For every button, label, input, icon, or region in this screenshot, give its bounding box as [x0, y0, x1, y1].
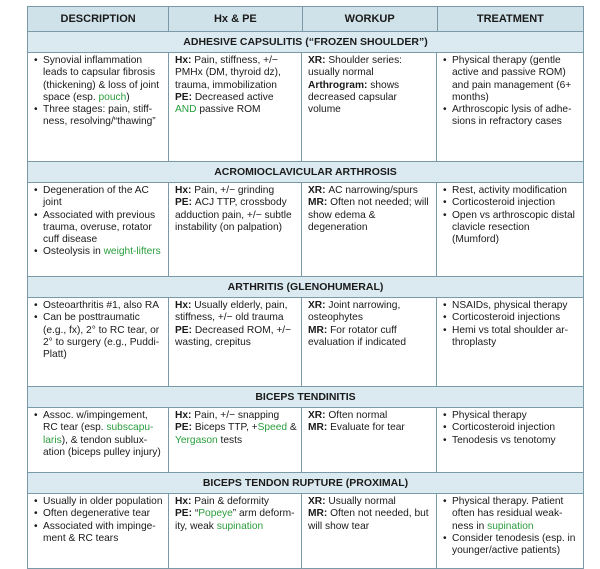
entry-key: Hx:	[175, 185, 195, 196]
entry-text: Decreased active	[194, 91, 274, 103]
entry-text: Biceps TTP, +	[194, 422, 258, 434]
highlight-term: Yergason	[175, 434, 218, 446]
description-item	[43, 300, 164, 312]
treatment-text: Open vs arthroscopic distal clavicle resection (Mumford)	[452, 209, 575, 246]
description-list	[34, 410, 164, 459]
header-workup: WORKUP	[303, 7, 438, 31]
workup-cell	[302, 408, 437, 472]
description-list	[34, 185, 164, 259]
entry-key: XR:	[308, 300, 329, 311]
treatment-text: Consider tenodesis (esp. in younger/active patients)	[452, 532, 576, 557]
section-title: BICEPS TENDON RUPTURE (PROXIMAL)	[28, 473, 583, 494]
description-cell	[28, 298, 169, 386]
entry-text: ” arm deform-ity, weak	[175, 508, 295, 532]
entry-text: Usually elderly, pain, stiffness, +/− old trauma	[175, 300, 288, 324]
workup-entry	[308, 55, 432, 80]
treatment-item	[452, 197, 579, 209]
treatment-item	[452, 104, 579, 129]
entry-key: MR:	[308, 508, 331, 520]
workup-entry	[308, 410, 432, 422]
description-item	[43, 521, 164, 546]
workup-entry	[308, 197, 432, 234]
hx-pe-entry	[175, 496, 297, 508]
description-item	[43, 185, 164, 210]
highlight-term: supination	[487, 520, 534, 532]
hx-pe-cell	[169, 408, 302, 472]
description-text: ), & tendon sublux-ation (biceps pulley injury)	[43, 434, 161, 458]
entry-text: Joint narrowing, osteophytes	[308, 300, 401, 324]
treatment-item	[452, 312, 579, 324]
description-item	[43, 496, 164, 508]
entry-text: tests	[217, 434, 243, 446]
entry-key: Hx:	[175, 496, 195, 507]
treatment-text: Physical therapy	[452, 410, 527, 421]
treatment-item	[452, 55, 579, 104]
section-row	[28, 183, 583, 277]
hx-pe-cell	[169, 494, 302, 568]
section-row	[28, 53, 583, 162]
treatment-item	[452, 185, 579, 197]
entry-key: MR:	[308, 197, 331, 209]
entry-text: Decreased ROM, +/− wasting, crepitus	[175, 324, 292, 348]
description-text: )	[126, 91, 130, 103]
description-item	[43, 55, 164, 104]
entry-text: Often not needed, but will show tear	[308, 508, 429, 532]
description-list	[34, 496, 164, 545]
highlight-term: Popeye	[198, 508, 233, 520]
entry-key: PE:	[175, 508, 195, 520]
entry-key: PE:	[175, 91, 195, 103]
treatment-cell	[437, 53, 583, 161]
description-text: Osteoarthritis #1, also RA	[43, 300, 160, 311]
hx-pe-entry	[175, 55, 297, 92]
description-item	[43, 312, 164, 361]
treatment-item	[452, 325, 579, 350]
highlight-term: pouch	[98, 91, 127, 103]
entry-text: Shoulder series: usually normal	[308, 55, 402, 79]
entry-text: AC narrowing/spurs	[328, 185, 418, 196]
description-cell	[28, 494, 169, 568]
treatment-cell	[437, 298, 583, 386]
description-cell	[28, 183, 169, 276]
description-item	[43, 410, 164, 459]
workup-entry	[308, 185, 432, 197]
workup-entry	[308, 325, 432, 350]
hx-pe-cell	[169, 183, 302, 276]
description-text: Osteolysis in	[43, 246, 104, 258]
description-item	[43, 104, 164, 129]
treatment-item	[452, 533, 579, 558]
entry-text: Pain, +/− snapping	[194, 410, 280, 421]
treatment-item	[452, 435, 579, 447]
treatment-text: Hemi vs total shoulder ar-throplasty	[452, 324, 569, 348]
description-item	[43, 508, 164, 520]
workup-cell	[302, 494, 437, 568]
treatment-list	[443, 55, 579, 129]
description-text: Usually in older population	[43, 496, 163, 507]
table-header	[28, 7, 583, 32]
entry-text: “	[194, 508, 199, 520]
entry-key: MR:	[308, 324, 331, 336]
highlight-term: Speed	[257, 422, 288, 434]
entry-key: Hx:	[175, 300, 195, 311]
section-row	[28, 408, 583, 473]
description-item	[43, 210, 164, 247]
highlight-term: weight-lifters	[103, 246, 161, 258]
entry-key: PE:	[175, 197, 195, 209]
treatment-item	[452, 410, 579, 422]
hx-pe-entry	[175, 185, 297, 197]
description-list	[34, 300, 164, 361]
section-title: ACROMIOCLAVICULAR ARTHROSIS	[28, 162, 583, 183]
header-treatment: TREATMENT	[476, 13, 544, 25]
section-title: ADHESIVE CAPSULITIS (“FROZEN SHOULDER”)	[28, 32, 583, 53]
treatment-item	[452, 300, 579, 312]
treatment-text: Corticosteroid injections	[452, 312, 561, 324]
entry-key: XR:	[308, 55, 329, 66]
treatment-text: Tenodesis vs tenotomy	[452, 434, 556, 446]
treatment-item	[452, 210, 579, 247]
treatment-list	[443, 410, 579, 447]
treatment-text: Rest, activity modification	[452, 185, 567, 196]
treatment-cell	[437, 408, 583, 472]
entry-text: Often not needed; will show edema & degeneration	[308, 197, 429, 233]
description-text: Associated with previous trauma, overuse, rotator cuff disease	[43, 209, 156, 246]
highlight-term: subscapu-laris	[43, 422, 154, 446]
workup-cell	[302, 183, 437, 276]
entry-key: Hx:	[175, 410, 195, 421]
highlight-term: supination	[216, 520, 264, 532]
description-text: Degeneration of the AC joint	[43, 185, 149, 209]
description-text: Synovial inflammation leads to capsular fibrosis (thickening) & loss of joint space (esp.	[43, 55, 160, 103]
entry-key: PE:	[175, 324, 195, 336]
workup-cell	[302, 298, 437, 386]
entry-key: Hx:	[175, 55, 195, 66]
entry-key: XR:	[308, 410, 329, 421]
workup-cell	[302, 53, 437, 161]
entry-text: ACJ TTP, crossbody adduction pain, +/− subtle instability (on palpation)	[175, 197, 292, 233]
description-text: Can be posttraumatic (e.g., fx), 2° to RC tear, or 2° to surgery (e.g., Puddi-Platt)	[43, 312, 160, 361]
entry-text: Pain, stiffness, +/− PMHx (DM, thyroid dz), trauma, immobilization	[175, 55, 281, 91]
treatment-cell	[437, 494, 583, 568]
orthopedic-table	[27, 6, 584, 569]
entry-text: Pain & deformity	[194, 496, 269, 507]
treatment-text: Physical therapy (gentle active and passive ROM) and pain management (6+ months)	[452, 55, 572, 103]
treatment-text: Physical therapy. Patient often has residual weak-ness in	[452, 496, 564, 532]
section-row	[28, 298, 583, 387]
entry-text: Often normal	[328, 410, 388, 421]
description-cell	[28, 53, 169, 161]
hx-pe-entry	[175, 508, 297, 533]
workup-entry	[308, 80, 432, 117]
hx-pe-entry	[175, 410, 297, 422]
entry-key: PE:	[175, 422, 195, 434]
entry-text: Usually normal	[328, 496, 396, 507]
header-hx-pe: Hx & PE	[169, 7, 302, 31]
hx-pe-cell	[169, 298, 302, 386]
section-title: ARTHRITIS (GLENOHUMERAL)	[28, 277, 583, 298]
entry-text: For rotator cuff evaluation if indicated	[308, 324, 406, 348]
entry-text: Pain, +/− grinding	[194, 185, 275, 196]
treatment-item	[452, 422, 579, 434]
table-body	[28, 32, 583, 568]
description-cell	[28, 408, 169, 472]
highlight-term: AND	[175, 104, 197, 116]
description-text: Associated with impinge-ment & RC tears	[43, 520, 156, 544]
entry-text: passive ROM	[196, 104, 261, 116]
treatment-cell	[437, 183, 583, 276]
entry-key: Arthrogram:	[308, 79, 371, 91]
description-item	[43, 246, 164, 258]
entry-key: XR:	[308, 185, 329, 196]
section-title: BICEPS TENDINITIS	[28, 387, 583, 408]
entry-text: &	[287, 422, 297, 434]
treatment-text: Arthroscopic lysis of adhe-sions in refractory cases	[452, 104, 572, 128]
workup-entry	[308, 496, 432, 508]
section-row	[28, 494, 583, 568]
description-list	[34, 55, 164, 129]
workup-entry	[308, 422, 432, 434]
hx-pe-entry	[175, 92, 297, 117]
hx-pe-entry	[175, 422, 297, 447]
hx-pe-entry	[175, 300, 297, 325]
workup-entry	[308, 300, 432, 325]
treatment-list	[443, 496, 579, 557]
entry-text: shows decreased capsular volume	[308, 79, 400, 116]
hx-pe-entry	[175, 325, 297, 350]
treatment-text: Corticosteroid injection	[452, 197, 556, 209]
workup-entry	[308, 508, 432, 533]
entry-key: MR:	[308, 422, 331, 434]
description-text: Assoc. w/impingement, RC tear (esp.	[43, 410, 148, 434]
hx-pe-cell	[169, 53, 302, 161]
header-description: DESCRIPTION	[28, 7, 169, 31]
treatment-list	[443, 300, 579, 349]
hx-pe-entry	[175, 197, 297, 234]
treatment-text: Corticosteroid injection	[452, 422, 556, 434]
treatment-item	[452, 496, 579, 533]
entry-text: Evaluate for tear	[330, 422, 405, 434]
treatment-text: NSAIDs, physical therapy	[452, 300, 568, 311]
treatment-list	[443, 185, 579, 246]
description-text: Three stages: pain, stiff-ness, resolving/“thawing”	[43, 104, 156, 128]
description-text: Often degenerative tear	[43, 508, 151, 520]
entry-key: XR:	[308, 496, 329, 507]
